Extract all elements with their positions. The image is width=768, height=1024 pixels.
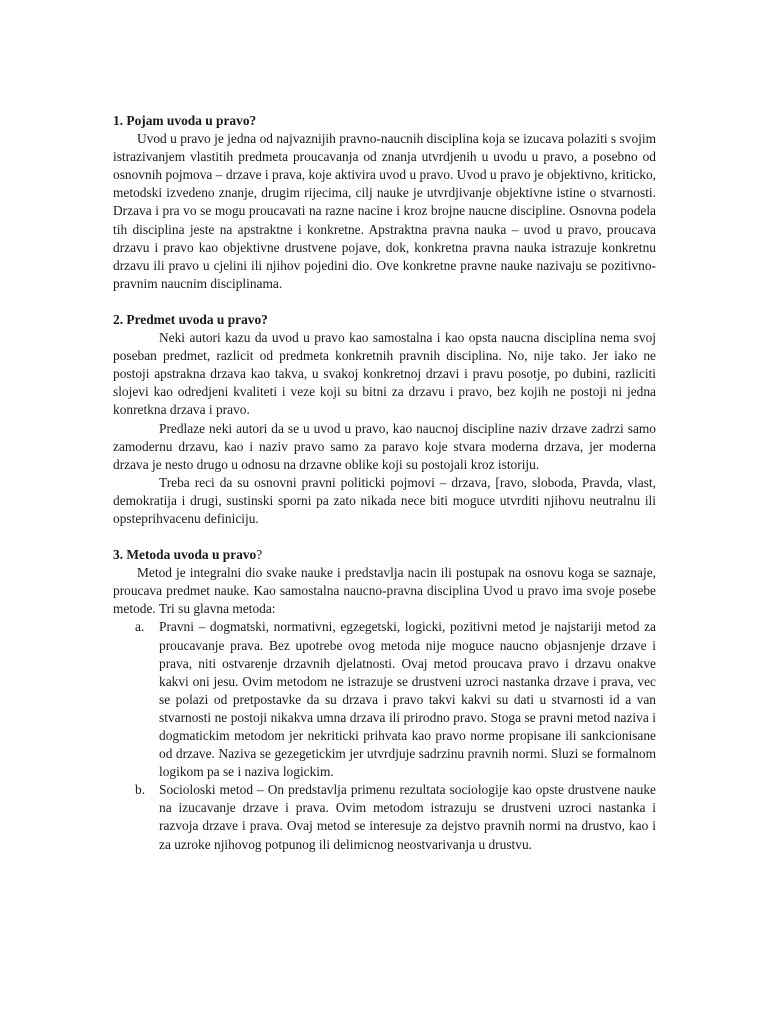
section-heading-1: 1. Pojam uvoda u pravo? xyxy=(113,113,257,128)
section-heading-3-suffix: ? xyxy=(256,547,263,563)
section-2-paragraph-3: Treba reci da su osnovni pravni politicki pojmovi – drzava, [ravo, sloboda, Pravda, vlast, demokratija i drugi, sustinski sporni pa zato nikada nece biti moguce utvrditi njihovu neutralnu ili opsteprihvacenu definiciju. xyxy=(113,474,656,526)
section-spacer xyxy=(113,528,656,546)
methods-list xyxy=(113,618,656,853)
section-heading-2: 2. Predmet uvoda u pravo? xyxy=(113,311,268,327)
list-item xyxy=(113,781,656,853)
section-heading-3-text: 3. Metoda uvoda u pravo xyxy=(113,547,257,563)
section-spacer xyxy=(113,293,656,311)
section-1-paragraph: Uvod u pravo je jedna od najvaznijih pravno-naucnih disciplina koja se izucava polaziti s svojim istrazivanjem vlastitih predmeta proucavanja od znanja utvrdjenih u uvodu u pravo, a posebno od osnovnih pojmova – drzave i prava, koje aktivira uvod u pravo. Uvod u pravo je objektivno, kriticko, metodski izvedeno znanje, drugim rijecima, cilj nauke je utvrdjivanje objektivne istine o stvarnosti. Drzava i pra vo se mogu proucavati na razne nacine i kroz brojne naucne discipline. Osnovna podela tih disciplina jeste na apstraktne i konkretne. Apstraktna pravna nauka – uvod u pravo, proucava drzavu i pravo kao objektivne drustvene pojave, dok, konkretna pravna nauka istrazuje konkretnu drzavu ili pravo u cjelini ili njihov pojedini dio. Ove konkretne pravne nauke nazivaju se pozitivno-pravnim naucnim disciplinama. xyxy=(113,131,656,291)
section-3-paragraph: Metod je integralni dio svake nauke i predstavlja nacin ili postupak na osnovu koga se saznaje, proucava predmet nauke. Kao samostalna naucno-pravna disciplina Uvod u pravo ima svoje posebe metode. Tri su glavna metoda: xyxy=(113,565,656,617)
section-heading-3 xyxy=(113,546,656,564)
section-2-paragraph-1: Neki autori kazu da uvod u pravo kao samostalna i kao opsta naucna disciplina nema svoj poseban predmet, razlicit od predmeta konkretnih pravnih disciplina. No, nije tako. Jer iako ne postoji apstrakna drzava kao takva, u svakoj konkretnoj drzavi i pravu posotje, po dubini, razliciti slojevi kao odredjeni kvaliteti i veze koji su bitni za drzavu i pravo, bez kojih ne postoji ni jedna konretkna drzava i pravo. xyxy=(113,330,656,418)
list-item xyxy=(113,618,656,781)
list-marker: b. xyxy=(135,782,146,798)
list-item-text: Pravni – dogmatski, normativni, egzegetski, logicki, pozitivni metod je najstariji metod za proucavanje prava. Bez upotrebe ovog metoda nije moguce naucno objasnjenje drzave i prava, niti ostvarenje drzavnih djelatnosti. Ovaj metod proucava pravo i drzavu onakve kakvi oni jesu. Ovim metodom ne istrazuje se drustveni uzroci nastanka drzave i prava, vec se polazi od pretpostavke da su drzava i pravo takvi kakvi su dati u stvarnosti id a van stvarnosti ne postoji nikakva umna drzava ili prirodno pravo. Stoga se pravni metod naziva i dogmatickim metodom jer nekriticki prihvata kao pravo norme propisane ili sankcionisane od drzave. Naziva se gezegetickim jer utvrdjuje sadrzinu pravnih normi. Sluzi se formalnom logikom pa se i naziva logickim. xyxy=(159,619,656,780)
document-page xyxy=(113,112,656,854)
list-marker: a. xyxy=(135,619,145,635)
list-item-text: Socioloski metod – On predstavlja primenu rezultata sociologije kao opste drustvene nauke na izucavanje drzave i prava. Ovim metodom istrazuju se drustveni uzroci nastanka i razvoja drzave i prava. Ovaj metod se interesuje za dejstvo pravnih normi na drustvo, kao i za uzroke njihovog potpunog ili delimicnog neostvarivanja u drustvu. xyxy=(159,782,656,852)
section-2-paragraph-2: Predlaze neki autori da se u uvod u pravo, kao naucnoj discipline naziv drzave zadrzi samo zamodernu drzavu, kao i naziv pravo samo za paravo koje stvara moderna drzava, jer moderna drzava je nesto drugo u odnosu na drzavne oblike koji su postojali kroz istoriju. xyxy=(113,420,656,472)
